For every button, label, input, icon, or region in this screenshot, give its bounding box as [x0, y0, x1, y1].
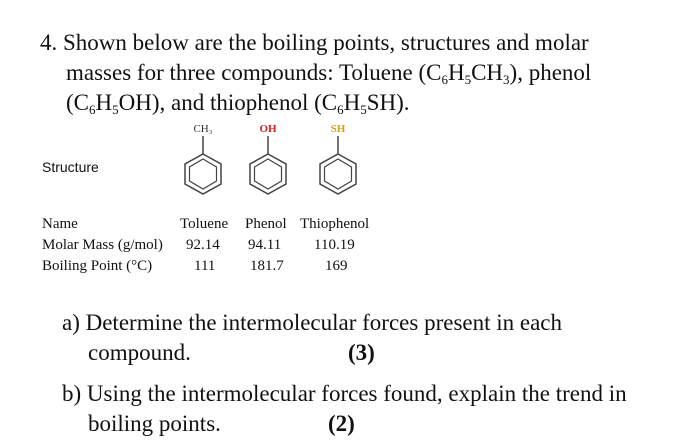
table-row-molar-mass [42, 235, 402, 256]
table-header-row [42, 214, 402, 235]
question-line-1: 4. Shown below are the boiling points, structures and molar [40, 30, 589, 55]
boiling-point-phenol: 181.7 [250, 258, 284, 274]
header-name: Name [42, 216, 78, 232]
question-number: 4. [40, 30, 58, 55]
part-b-line-2: boiling points. (2) [62, 409, 682, 439]
boiling-point-toluene: 111 [194, 258, 216, 274]
question-line-2: masses for three compounds: Toluene $(C_6H_5CH_3)$, phenol [66, 60, 592, 87]
part-a [62, 308, 682, 368]
thiophenol-substituent: SH [330, 123, 346, 135]
thiophenol-structure [320, 123, 356, 194]
structure-label: Structure [42, 159, 99, 175]
toluene-substituent: CH₃ [193, 123, 213, 135]
toluene-structure [185, 123, 221, 194]
question-text [40, 28, 680, 118]
header-thiophenol: Thiophenol [300, 216, 370, 232]
molecule-structures [170, 118, 370, 208]
phenol-structure [250, 123, 286, 194]
part-b-marks: (2) [328, 411, 355, 436]
part-b-line-1: b) Using the intermolecular forces found, explain the trend in [62, 381, 627, 406]
data-table [42, 214, 402, 277]
part-a-line-2: compound. (3) [62, 338, 682, 368]
phenol-substituent: OH [259, 123, 277, 135]
table-row-boiling-point [42, 256, 402, 277]
header-phenol: Phenol [245, 216, 287, 232]
boiling-point-label: Boiling Point (°C) [42, 258, 153, 274]
part-a-line-1: a) Determine the intermolecular forces present in each [62, 310, 563, 335]
header-toluene: Toluene [180, 216, 229, 232]
molar-mass-label: Molar Mass (g/mol) [42, 237, 163, 253]
molar-mass-thiophenol: 110.19 [314, 237, 355, 253]
boiling-point-thiophenol: 169 [325, 258, 348, 274]
part-a-marks: (3) [348, 340, 375, 365]
part-b [62, 379, 682, 439]
molar-mass-phenol: 94.11 [248, 237, 282, 253]
molar-mass-toluene: 92.14 [186, 237, 220, 253]
question-line-3: $(C_6H_5OH)$, and thiophenol $(C_6H_5SH)$. [66, 90, 410, 117]
